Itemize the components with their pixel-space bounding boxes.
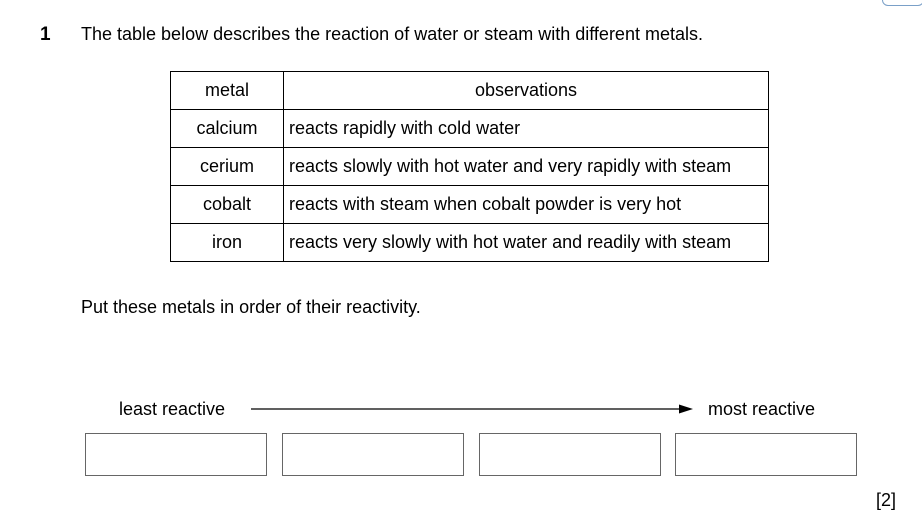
table-header-row	[171, 72, 769, 110]
corner-widget	[882, 0, 922, 6]
instruction-text: Put these metals in order of their reactivity.	[81, 297, 421, 317]
metal-cell: iron	[171, 224, 284, 262]
most-reactive-label: most reactive	[708, 399, 816, 419]
observation-cell: reacts rapidly with cold water	[284, 110, 769, 148]
answer-box-3[interactable]	[479, 433, 661, 476]
question-text: The table below describes the reaction of water or steam with different metals.	[81, 24, 703, 44]
marks-label: [2]	[876, 490, 897, 510]
metal-cell: cobalt	[171, 186, 284, 224]
table-row	[171, 186, 769, 224]
table-row	[171, 110, 769, 148]
least-reactive-label: least reactive	[119, 399, 226, 419]
column-header-observations: observations	[284, 72, 769, 110]
table-row	[171, 148, 769, 186]
answer-box-2[interactable]	[282, 433, 464, 476]
observation-cell: reacts slowly with hot water and very rapidly with steam	[284, 148, 769, 186]
metal-cell: calcium	[171, 110, 284, 148]
answer-box-4[interactable]	[675, 433, 857, 476]
reactivity-arrow-icon	[251, 402, 693, 416]
column-header-metal: metal	[171, 72, 284, 110]
reactivity-table	[170, 71, 769, 262]
metal-cell: cerium	[171, 148, 284, 186]
question-number: 1	[40, 24, 51, 45]
answer-box-1[interactable]	[85, 433, 267, 476]
table-row	[171, 224, 769, 262]
observation-cell: reacts very slowly with hot water and readily with steam	[284, 224, 769, 262]
observation-cell: reacts with steam when cobalt powder is very hot	[284, 186, 769, 224]
